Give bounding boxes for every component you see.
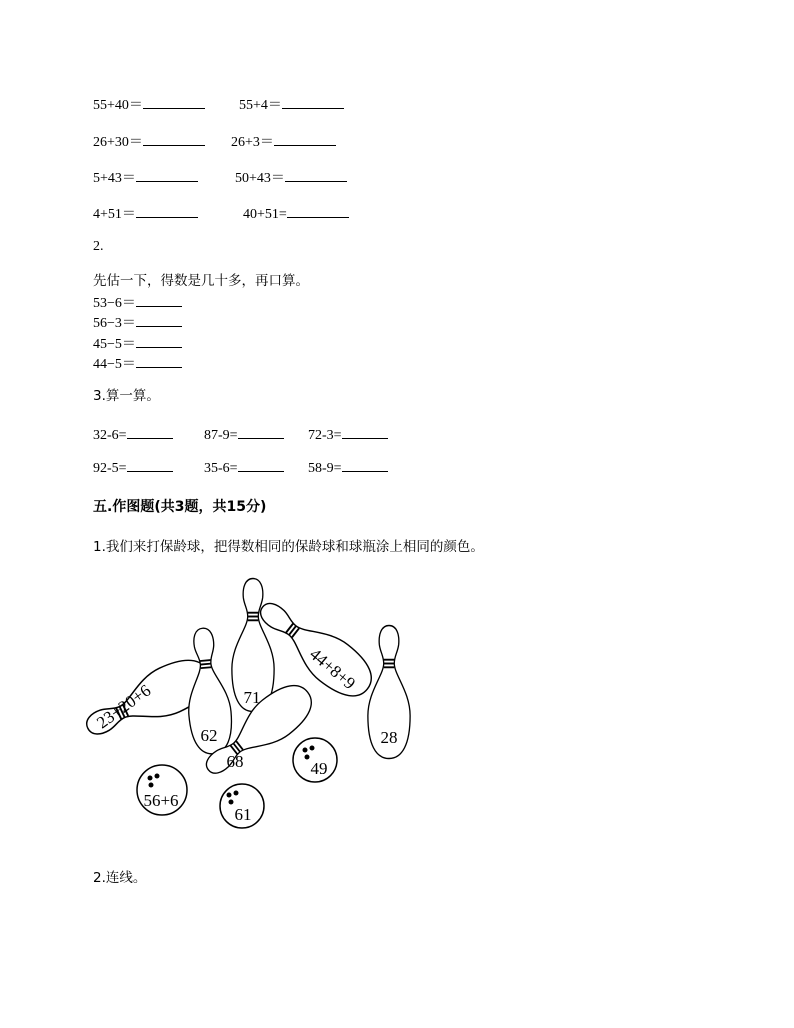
answer-blank[interactable] bbox=[127, 457, 173, 472]
pin-label: 68 bbox=[226, 752, 244, 771]
pin-label: 71 bbox=[243, 688, 261, 707]
pin-label: 23+20+6 bbox=[93, 680, 155, 733]
equation: 4+51＝ bbox=[93, 203, 198, 224]
equation: 87-9= bbox=[204, 424, 284, 445]
equation: 40+51= bbox=[243, 203, 349, 224]
pin-label: 62 bbox=[200, 726, 218, 745]
answer-blank[interactable] bbox=[136, 333, 182, 348]
answer-blank[interactable] bbox=[238, 424, 284, 439]
equation: 44−5＝ bbox=[93, 353, 182, 374]
equation: 53−6＝ bbox=[93, 292, 182, 313]
answer-blank[interactable] bbox=[342, 457, 388, 472]
answer-blank[interactable] bbox=[274, 131, 336, 146]
answer-blank[interactable] bbox=[143, 131, 205, 146]
equation: 92-5= bbox=[93, 457, 173, 478]
answer-blank[interactable] bbox=[143, 94, 205, 109]
question-number: 2. bbox=[93, 239, 104, 254]
equation: 26+30＝ bbox=[93, 131, 205, 152]
answer-blank[interactable] bbox=[238, 457, 284, 472]
equation: 72-3= bbox=[308, 424, 388, 445]
equation: 45−5＝ bbox=[93, 333, 182, 354]
answer-blank[interactable] bbox=[136, 167, 198, 182]
answer-blank[interactable] bbox=[285, 167, 347, 182]
pin-label: 28 bbox=[380, 728, 398, 747]
pin-label: 44+8+9 bbox=[306, 644, 360, 694]
equation: 5+43＝ bbox=[93, 167, 198, 188]
ball-label: 56+6 bbox=[143, 791, 179, 810]
ball-label: 61 bbox=[234, 805, 252, 824]
section-title: 3.算一算。 bbox=[93, 388, 160, 404]
section-heading: 五.作图题(共3题，共15分) bbox=[93, 499, 267, 515]
equation: 50+43＝ bbox=[235, 167, 347, 188]
answer-blank[interactable] bbox=[136, 312, 182, 327]
answer-blank[interactable] bbox=[127, 424, 173, 439]
equation: 35-6= bbox=[204, 457, 284, 478]
equation: 56−3＝ bbox=[93, 312, 182, 333]
equation: 55+40＝ bbox=[93, 94, 205, 115]
answer-blank[interactable] bbox=[136, 353, 182, 368]
answer-blank[interactable] bbox=[136, 292, 182, 307]
equation: 58-9= bbox=[308, 457, 388, 478]
bowling-illustration bbox=[85, 568, 425, 838]
answer-blank[interactable] bbox=[342, 424, 388, 439]
answer-blank[interactable] bbox=[287, 203, 349, 218]
ball-label: 49 bbox=[310, 759, 328, 778]
equation: 32-6= bbox=[93, 424, 173, 445]
equation: 55+4＝ bbox=[239, 94, 344, 115]
question-1: 1.我们来打保龄球，把得数相同的保龄球和球瓶涂上相同的颜色。 bbox=[93, 539, 484, 555]
answer-blank[interactable] bbox=[136, 203, 198, 218]
question-2: 2.连线。 bbox=[93, 870, 147, 886]
equation: 26+3＝ bbox=[231, 131, 336, 152]
instruction: 先估一下，得数是几十多，再口算。 bbox=[93, 273, 309, 289]
answer-blank[interactable] bbox=[282, 94, 344, 109]
